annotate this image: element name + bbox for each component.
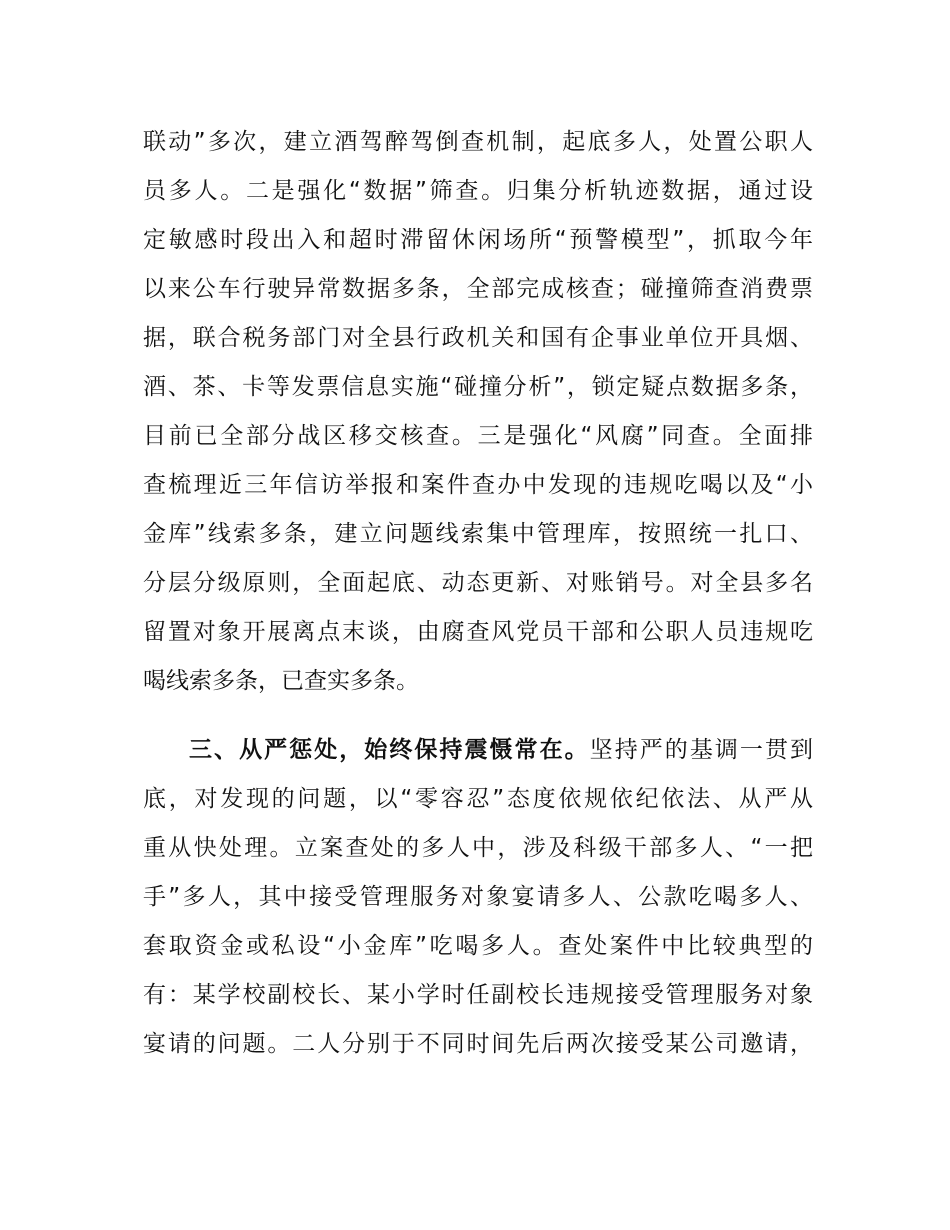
text-line: 重从快处理。立案查处的多人中，涉及科级干部多人、“一把: [143, 835, 813, 861]
text-line: 定敏感时段出入和超时滞留休闲场所“预警模型”，抓取今年: [143, 227, 813, 253]
text-line: 以来公车行驶异常数据多条，全部完成核查；碰撞筛查消费票: [143, 276, 813, 302]
text-line: 金库”线索多条，建立问题线索集中管理库，按照统一扎口、: [143, 521, 813, 547]
paragraph-1: [143, 118, 813, 706]
paragraph-2: [143, 726, 813, 1069]
text-line: 分层分级原则，全面起底、动态更新、对账销号。对全县多名: [143, 570, 813, 596]
text-line: 查梳理近三年信访举报和案件查办中发现的违规吃喝以及“小: [143, 472, 813, 498]
text-line: 底，对发现的问题，以“零容忍”态度依规依纪依法、从严从: [143, 786, 813, 812]
text-line: 员多人。二是强化“数据”筛查。归集分析轨迹数据，通过设: [143, 178, 813, 204]
text-line: 联动”多次，建立酒驾醉驾倒查机制，起底多人，处置公职人: [143, 129, 813, 155]
heading-continuation: 坚持严的基调一贯到: [589, 737, 814, 763]
section-heading: 三、从严惩处，始终保持震慑常在。: [189, 737, 590, 763]
text-line: 据，联合税务部门对全县行政机关和国有企事业单位开具烟、: [143, 325, 813, 351]
text-line: 目前已全部分战区移交核查。三是强化“风腐”同查。全面排: [143, 423, 813, 449]
text-line: 手”多人，其中接受管理服务对象宴请多人、公款吃喝多人、: [143, 884, 813, 910]
text-line: 有：某学校副校长、某小学时任副校长违规接受管理服务对象: [143, 982, 813, 1008]
text-line: 套取资金或私设“小金库”吃喝多人。查处案件中比较典型的: [143, 933, 813, 959]
text-line: 喝线索多条，已查实多条。: [143, 668, 419, 694]
text-line-first: [143, 726, 813, 775]
text-line: 留置对象开展离点末谈，由腐查风党员干部和公职人员违规吃: [143, 619, 813, 645]
text-line: 酒、茶、卡等发票信息实施“碰撞分析”，锁定疑点数据多条，: [143, 374, 813, 400]
text-line: 宴请的问题。二人分别于不同时间先后两次接受某公司邀请，: [143, 1031, 813, 1057]
